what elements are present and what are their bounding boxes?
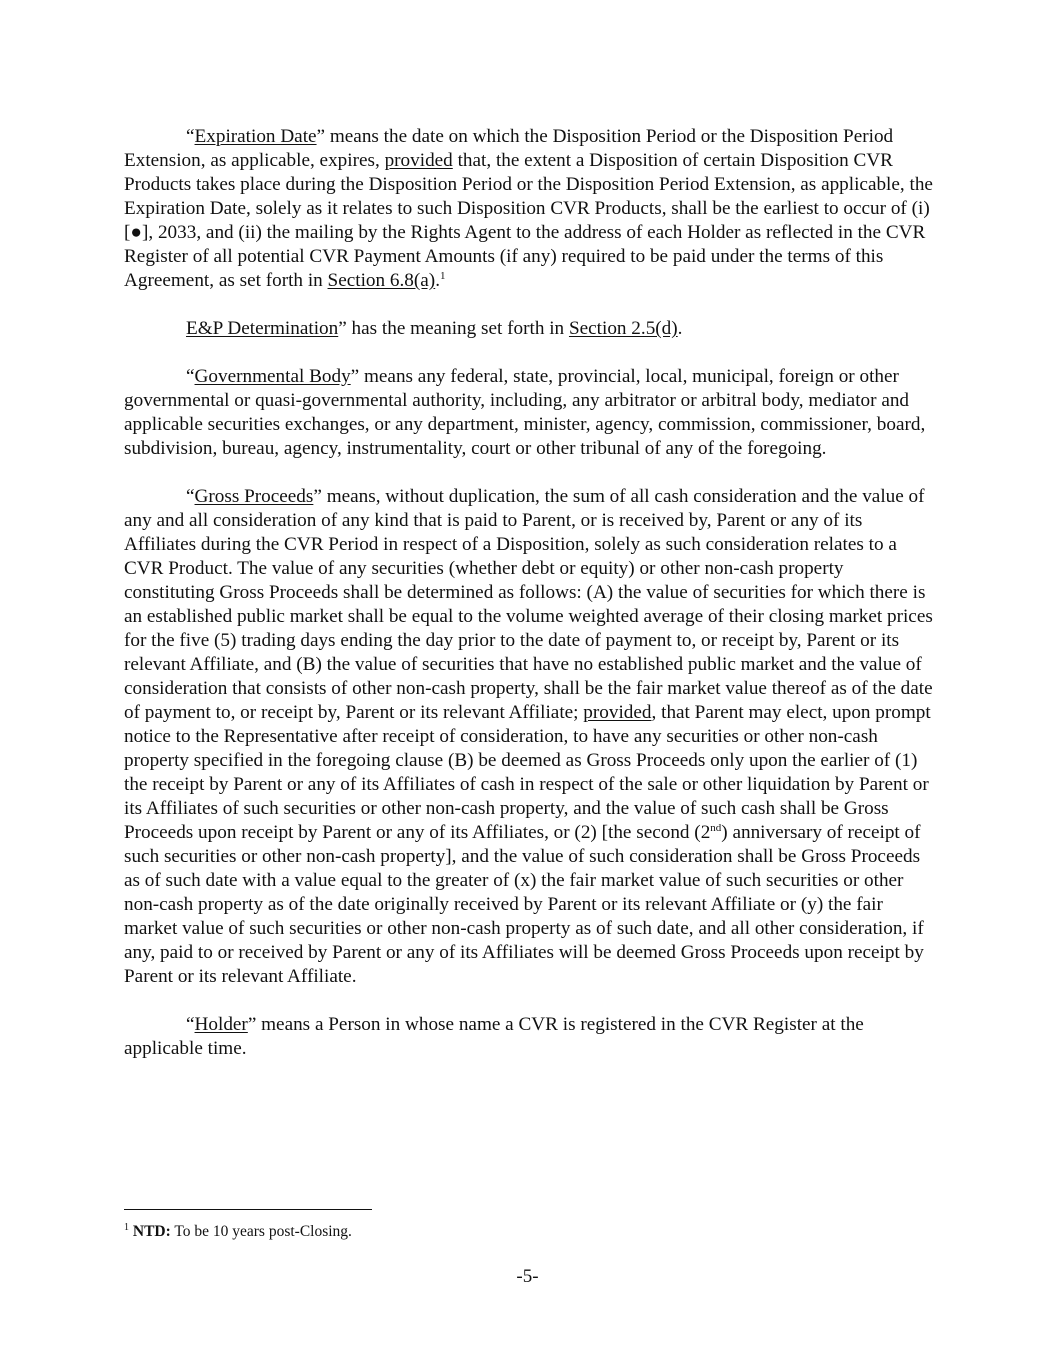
defined-term-governmental-body: Governmental Body <box>194 366 351 387</box>
footnote-marker: 1 <box>439 270 446 282</box>
footnote-label: NTD: <box>132 1223 171 1240</box>
definition-text: ” has the meaning set forth in <box>338 318 569 339</box>
definition-text: ” means, without duplication, the sum of all cash consideration and the value of any and all consideration of any kind that is paid to Parent, or is received by, Parent or any of its Affiliates during the CVR Period in respect of a Disposition, solely as such consideration relates to a CVR Product. The value of any securities (whether debt or equity) or other non-cash property constituting Gross Proceeds shall be determined as follows: (A) the value of securities for which there is an established public market shall be equal to the volume weighted average of their closing market prices for the five (5) trading days ending the day prior to the date of payment to, or receipt by, Parent or its relevant Affiliate, and (B) the value of securities that have no established public market and the value of consideration that consists of other non-cash property, shall be the fair market value thereof as of the date of payment to, or receipt by, Parent or its relevant Affiliate; <box>124 486 933 723</box>
document-body <box>124 125 934 1085</box>
open-quote: “ <box>186 366 195 387</box>
definition-holder <box>124 1013 934 1061</box>
section-reference-2-5-d: Section 2.5(d) <box>568 318 678 339</box>
footnote <box>124 1222 352 1242</box>
definition-governmental-body <box>124 365 934 461</box>
defined-term-expiration-date: Expiration Date <box>194 126 317 147</box>
footnote-separator <box>124 1209 372 1210</box>
defined-term-holder: Holder <box>194 1014 248 1035</box>
provided-term: provided <box>583 702 652 723</box>
section-reference-6-8-a: Section 6.8(a) <box>327 270 436 291</box>
footnote-text: To be 10 years post-Closing. <box>170 1223 352 1240</box>
definition-text: ” means the date on which the Disposition Period or the Disposition Period Extension, as applicable, expires, <box>124 126 894 171</box>
open-quote: “ <box>186 1014 195 1035</box>
definition-text: ) anniversary of receipt of such securities or other non-cash property], and the value of such consideration shall be Gross Proceeds as of such date with a value equal to the greater of (x) the fair market value of such securities or other non-cash property as of the date originally received by Parent or its relevant Affiliate or (y) the fair market value of such securities or other non-cash property as of such date, and all other consideration, if any, paid to or received by Parent or any of its Affiliates will be deemed Gross Proceeds upon receipt by Parent or its relevant Affiliate. <box>124 822 924 987</box>
definition-text: , that Parent may elect, upon prompt notice to the Representative after receipt of consideration, to have any securities or other non-cash property specified in the foregoing clause (B) be deemed as Gross Proceeds only upon the earlier of (1) the receipt by Parent or any of its Affiliates of cash in respect of the sale or other liquidation by Parent or its Affiliates of such securities or other non-cash property, and the value of such cash shall be Gross Proceeds upon receipt by Parent or any of its Affiliates, or (2) [the second (2 <box>124 702 931 843</box>
definition-gross-proceeds <box>124 485 934 989</box>
ordinal-superscript: nd <box>710 822 722 834</box>
page-number: -5- <box>516 1266 539 1287</box>
definition-text: ” means a Person in whose name a CVR is registered in the CVR Register at the applicable time. <box>124 1014 864 1059</box>
definition-ep-determination <box>124 317 934 341</box>
definition-text: ” means any federal, state, provincial, local, municipal, foreign or other governmental or quasi-governmental authority, including, any arbitrator or arbitral body, mediator and applicable securities exchanges, or any department, minister, agency, commission, commissioner, board, subdivision, bureau, agency, instrumentality, court or other tribunal of any of the foregoing. <box>124 366 926 459</box>
definition-text: that, the extent a Disposition of certain Disposition CVR Products takes place during the Disposition Period or the Disposition Period Extension, as applicable, the Expiration Date, solely as it relates to such Disposition CVR Products, shall be the earliest to occur of (i) [●], 2033, and (ii) the mailing by the Rights Agent to the address of each Holder as reflected in the CVR Register of all potential CVR Payment Amounts (if any) required to be paid under the terms of this Agreement, as set forth in <box>124 150 933 291</box>
defined-term-ep-determination: E&P Determination <box>186 318 339 339</box>
provided-term: provided <box>384 150 453 171</box>
definition-text: . <box>435 270 440 291</box>
definition-expiration-date <box>124 125 934 293</box>
footnote-number: 1 <box>124 1222 129 1233</box>
definition-text: . <box>677 318 683 339</box>
open-quote: “ <box>186 486 195 507</box>
defined-term-gross-proceeds: Gross Proceeds <box>194 486 314 507</box>
open-quote: “ <box>186 126 195 147</box>
